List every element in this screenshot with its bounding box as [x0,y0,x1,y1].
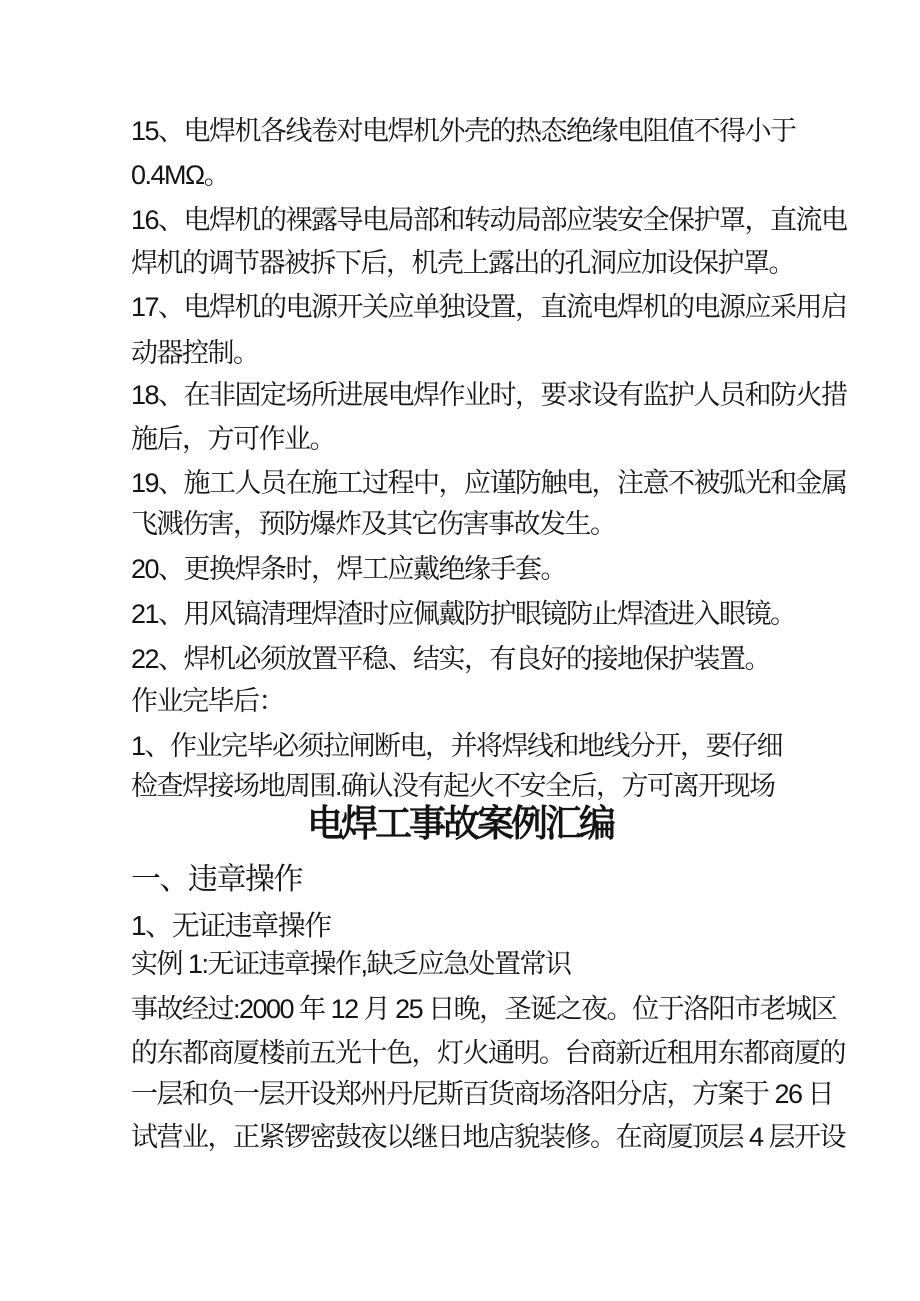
body-line: 19、施工人员在施工过程中，应谨防触电，注意不被弧光和金属 [131,468,847,498]
narrative-line: 一层和负一层开设郑州丹尼斯百货商场洛阳分店，方案于 26 日 [131,1079,834,1109]
body-line: 动器控制。 [131,338,259,368]
body-line: 20、更换焊条时，焊工应戴绝缘手套。 [131,554,567,584]
case-heading: 实例 1:无证违章操作,缺乏应急处置常识 [131,949,571,979]
narrative-line: 试营业，正紧锣密鼓夜以继日地店貌装修。在商厦顶层 4 层开设 [131,1122,846,1152]
document-title: 电焊工事故案例汇编 [307,803,613,844]
body-line: 飞溅伤害，预防爆炸及其它伤害事故发生。 [131,509,616,539]
body-line: 作业完毕后： [131,686,284,716]
body-line: 17、电焊机的电源开关应单独设置，直流电焊机的电源应采用启 [131,292,847,322]
narrative-line: 的东都商厦楼前五光十色，灯火通明。台商新近租用东都商厦的 [131,1038,845,1068]
body-line: 22、焊机必须放置平稳、结实，有良好的接地保护装置。 [131,644,771,674]
narrative-line: 事故经过:2000 年 12 月 25 日晚，圣诞之夜。位于洛阳市老城区 [131,994,837,1024]
body-line: 16、电焊机的裸露导电局部和转动局部应装安全保护罩，直流电 [131,205,847,235]
body-line: 15、电焊机各线卷对电焊机外壳的热态绝缘电阻值不得小于 [131,116,796,146]
body-line: 焊机的调节器被拆下后，机壳上露出的孔洞应加设保护罩。 [131,248,794,278]
subsection-heading: 1、无证违章操作 [131,910,331,941]
body-line: 1、作业完毕必须拉闸断电，并将焊线和地线分开，要仔细 [131,731,783,761]
section-heading: 一、违章操作 [131,863,302,896]
body-line: 施后，方可作业。 [131,424,335,454]
body-line: 0.4MΩ。 [131,160,230,190]
body-line: 21、用风镐清理焊渣时应佩戴防护眼镜防止焊渣进入眼镜。 [131,599,796,629]
body-line: 18、在非固定场所进展电焊作业时，要求设有监护人员和防火措 [131,380,847,410]
body-line: 检查焊接场地周围.确认没有起火不安全后，方可离开现场 [131,771,775,801]
